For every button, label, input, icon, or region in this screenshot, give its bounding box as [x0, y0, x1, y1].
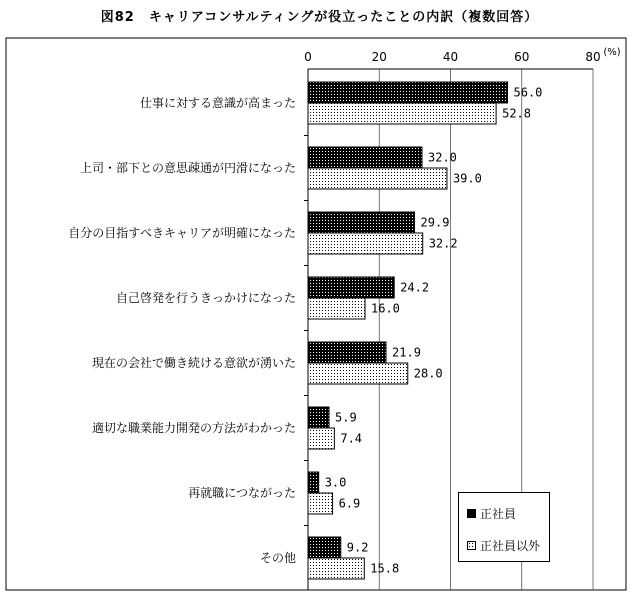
data-label: 29.9: [420, 215, 450, 230]
category-label: 上司・部下との意思疎通が円滑になった: [79, 161, 296, 175]
bar-regular: [308, 82, 508, 103]
category-label: その他: [259, 551, 296, 565]
x-tick-label: 20: [371, 50, 387, 64]
legend-swatch-dotted: [467, 541, 476, 550]
legend-swatch-solid: [467, 509, 476, 518]
data-label: 3.0: [324, 475, 347, 490]
legend: [458, 492, 550, 562]
category-label: 適切な職業能力開発の方法がわかった: [91, 421, 296, 435]
bar-nonregular: [308, 493, 333, 514]
bar-nonregular: [308, 233, 423, 254]
category-label: 仕事に対する意識が高まった: [139, 96, 296, 110]
bar-nonregular: [308, 298, 365, 319]
bar-regular: [308, 342, 386, 363]
bar-regular: [308, 537, 341, 558]
category-label: 現在の会社で働き続ける意欲が湧いた: [91, 356, 296, 370]
data-label: 32.2: [428, 236, 458, 251]
x-tick-label: 0: [304, 50, 312, 64]
data-label: 5.9: [335, 410, 357, 425]
data-label: 7.4: [340, 431, 363, 446]
data-label: 28.0: [413, 366, 443, 381]
data-label: 16.0: [371, 301, 400, 316]
legend-item-regular: [467, 505, 516, 522]
bar-nonregular: [308, 363, 408, 384]
data-label: 24.2: [400, 280, 430, 295]
bar-regular: [308, 472, 319, 493]
legend-label-regular: 正社員: [480, 507, 517, 521]
x-tick-label: 80: [585, 50, 601, 64]
legend-label-nonregular: 正社員以外: [480, 539, 541, 553]
data-label: 32.0: [428, 150, 457, 165]
bar-regular: [308, 277, 394, 298]
legend-item-nonregular: [467, 537, 540, 554]
data-label: 21.9: [392, 345, 421, 360]
bar-nonregular: [308, 558, 364, 579]
bar-regular: [308, 147, 422, 168]
x-tick-label: 60: [514, 50, 530, 64]
bar-regular: [308, 212, 415, 233]
bar-nonregular: [308, 168, 447, 189]
data-label: 56.0: [513, 85, 543, 100]
bar-nonregular: [308, 428, 334, 449]
chart-title: 図82 キャリアコンサルティングが役立ったことの内訳（複数回答）: [100, 10, 539, 25]
x-tick-label: 40: [442, 50, 459, 64]
data-label: 9.2: [346, 540, 369, 555]
data-label: 15.8: [370, 561, 400, 576]
data-label: 52.8: [502, 106, 532, 121]
category-label: 自分の目指すべきキャリアが明確になった: [68, 226, 296, 240]
data-label: 39.0: [452, 171, 482, 186]
data-label: 6.9: [338, 496, 361, 511]
bar-regular: [308, 407, 329, 428]
unit-label: (%): [603, 47, 621, 58]
category-label: 再就職につながった: [188, 486, 296, 500]
bar-nonregular: [308, 103, 496, 124]
category-label: 自己啓発を行うきっかけになった: [115, 291, 296, 305]
